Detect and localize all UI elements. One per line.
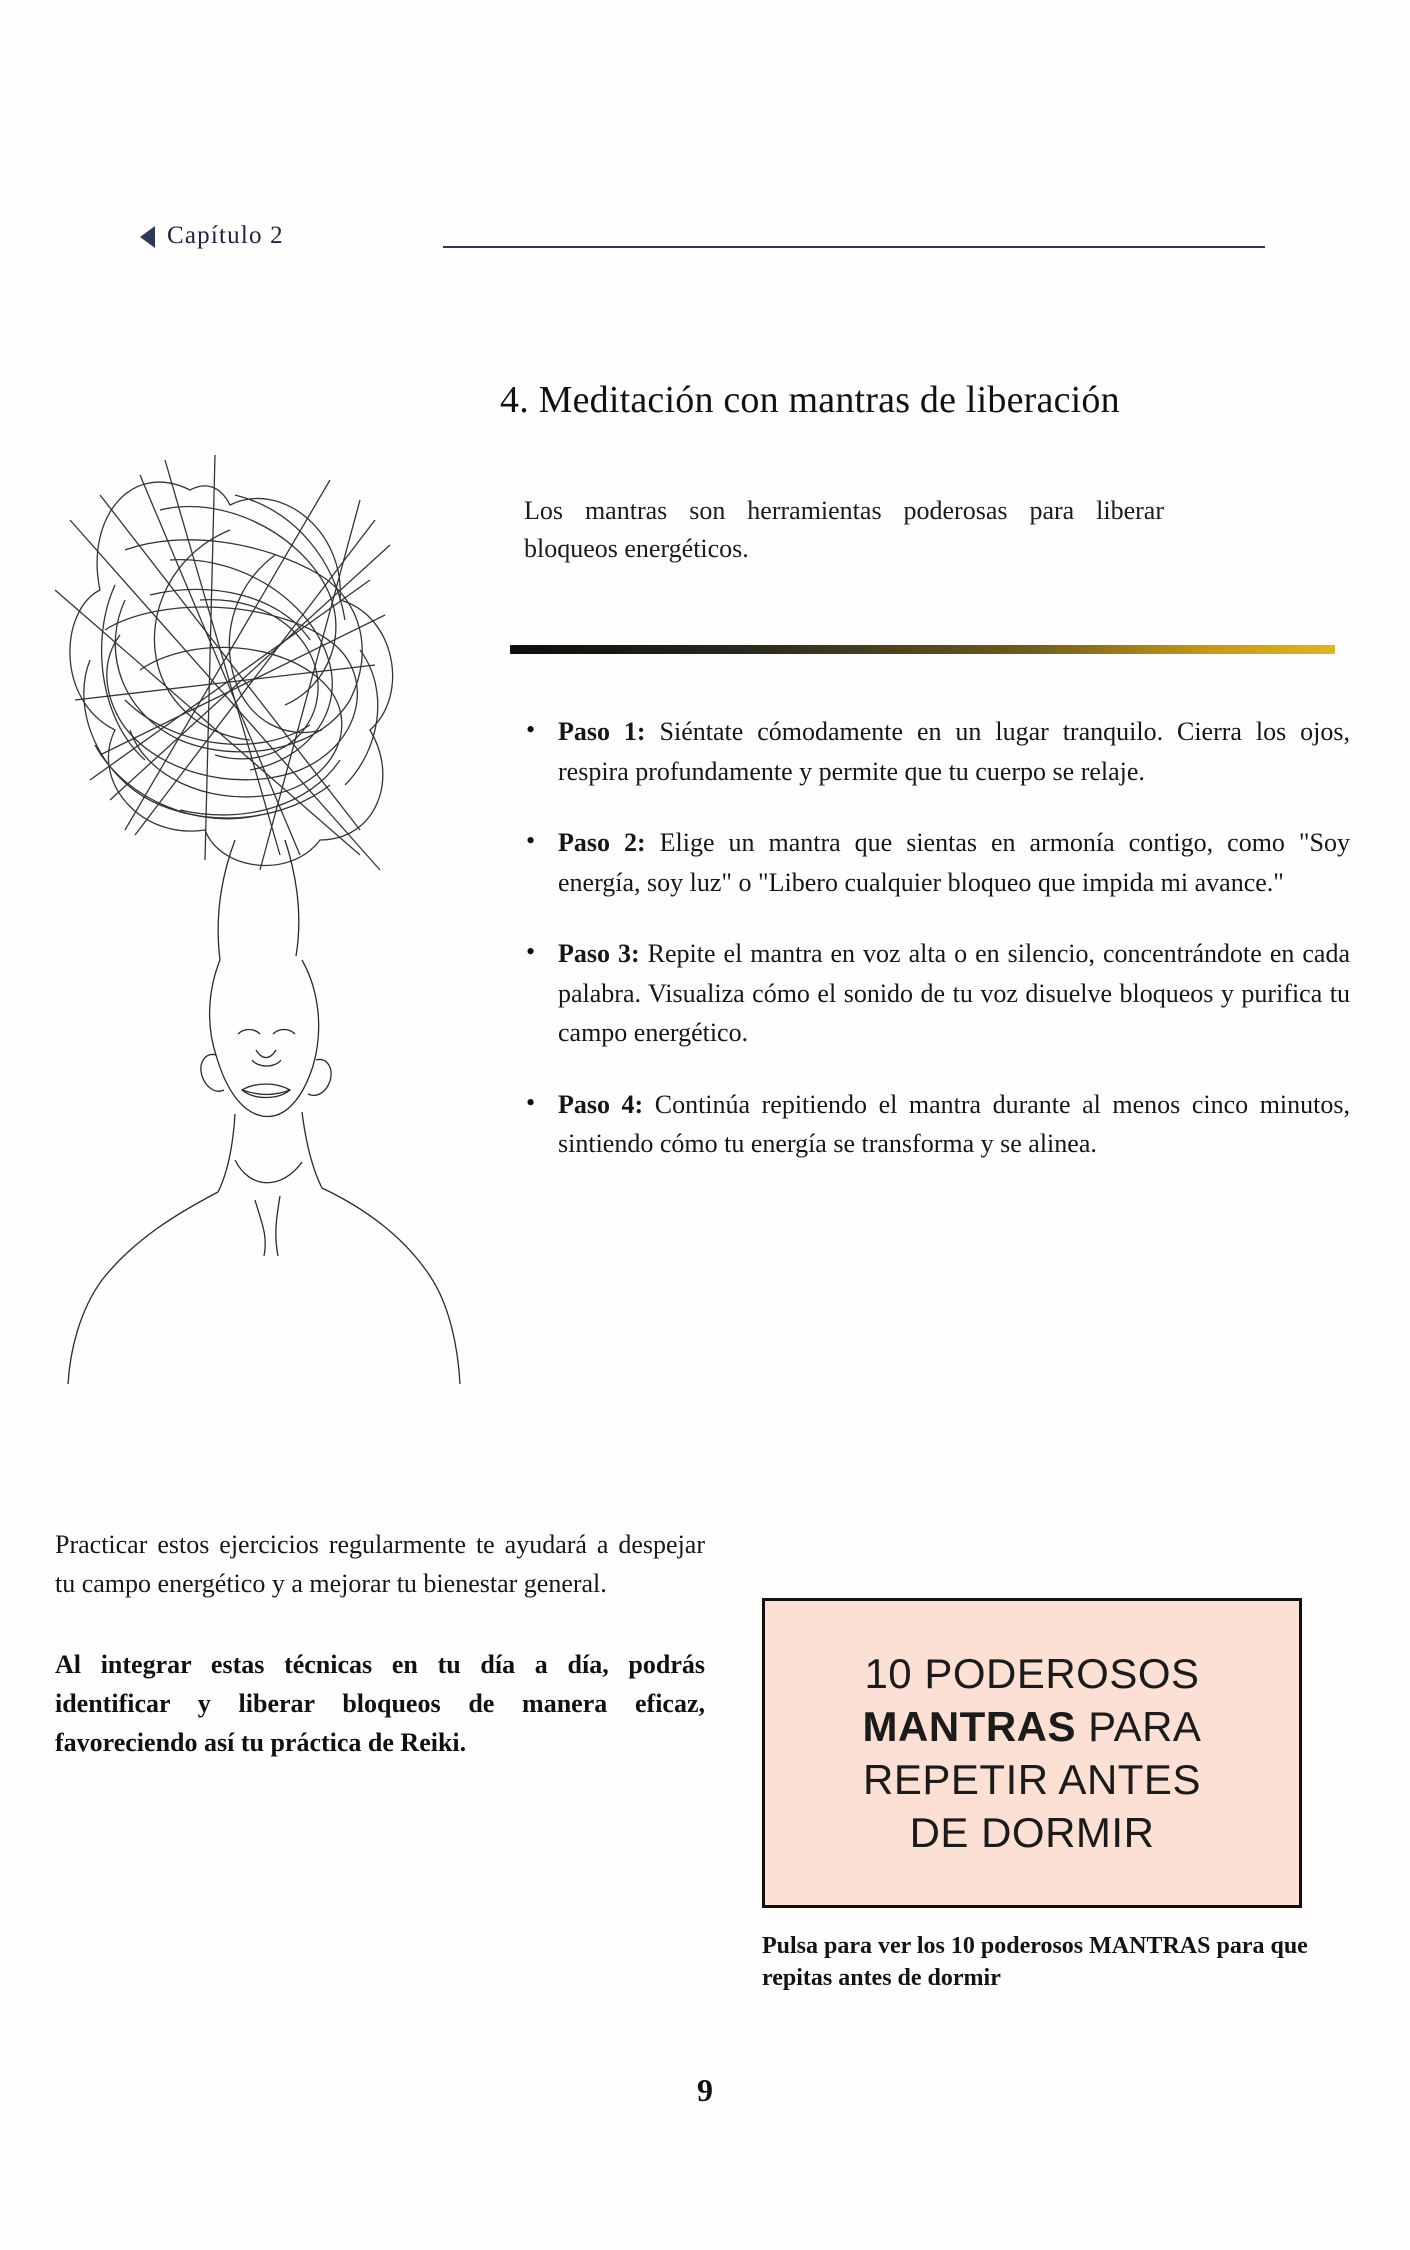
promo-line-2-rest: PARA — [1076, 1702, 1202, 1750]
chapter-label: Capítulo 2 — [167, 222, 284, 249]
step-label: Paso 3: — [558, 939, 640, 969]
closing-paragraph-bold: Al integrar estas técnicas en tu día a día, podrás identificar y liberar bloqueos de manera eficaz, favoreciendo así tu práctica de Reiki. — [55, 1650, 705, 1757]
page-header — [0, 112, 1410, 249]
mantras-promo-card[interactable] — [762, 1598, 1302, 1908]
promo-line-2-strong: MANTRAS — [862, 1702, 1077, 1750]
scribble-head-illustration — [30, 400, 500, 1400]
step-text: Elige un mantra que sientas en armonía contigo, como "Soy energía, soy luz" o "Libero cualquier bloqueo que impida mi avance." — [558, 828, 1350, 897]
step-text: Repite el mantra en voz alta o en silencio, concentrándote en cada palabra. Visualiza cómo el sonido de tu voz disuelve bloqueos y purifica tu campo energético. — [558, 939, 1350, 1048]
list-item — [520, 823, 1350, 902]
list-item — [520, 1085, 1350, 1164]
closing-paragraph: Practicar estos ejercicios regularmente te ayudará a despejar tu campo energético y a mejorar tu bienestar general. — [55, 1530, 705, 1598]
steps-list — [520, 712, 1350, 1196]
step-text: Siéntate cómodamente en un lugar tranquilo. Cierra los ojos, respira profundamente y permite que tu cuerpo se relaje. — [558, 717, 1350, 786]
page-number: 9 — [697, 2072, 713, 2108]
breadcrumb — [140, 222, 284, 250]
promo-line-1: 10 PODEROSOS — [864, 1649, 1200, 1697]
intro-paragraph: Los mantras son herramientas poderosas para liberar bloqueos energéticos. — [524, 496, 1164, 563]
page-title: 4. Meditación con mantras de liberación — [500, 379, 1120, 421]
chevron-left-icon — [140, 226, 155, 248]
promo-line-3: REPETIR ANTES — [863, 1756, 1201, 1803]
step-label: Paso 1: — [558, 717, 646, 746]
list-item — [520, 712, 1350, 791]
step-label: Paso 4: — [558, 1089, 644, 1119]
step-text: Continúa repitiendo el mantra durante al menos cinco minutos, sintiendo cómo tu energía se transforma y se alinea. — [558, 1089, 1350, 1159]
header-divider — [443, 246, 1265, 248]
accent-divider — [510, 645, 1335, 654]
promo-caption[interactable]: Pulsa para ver los 10 poderosos MANTRAS para que repitas antes de dormir — [762, 1933, 1308, 1992]
list-item — [520, 934, 1350, 1053]
closing-text — [55, 1525, 705, 1762]
promo-line-2 — [863, 1701, 1202, 1752]
promo-line-4: DE DORMIR — [909, 1809, 1155, 1857]
step-label: Paso 2: — [558, 828, 646, 858]
